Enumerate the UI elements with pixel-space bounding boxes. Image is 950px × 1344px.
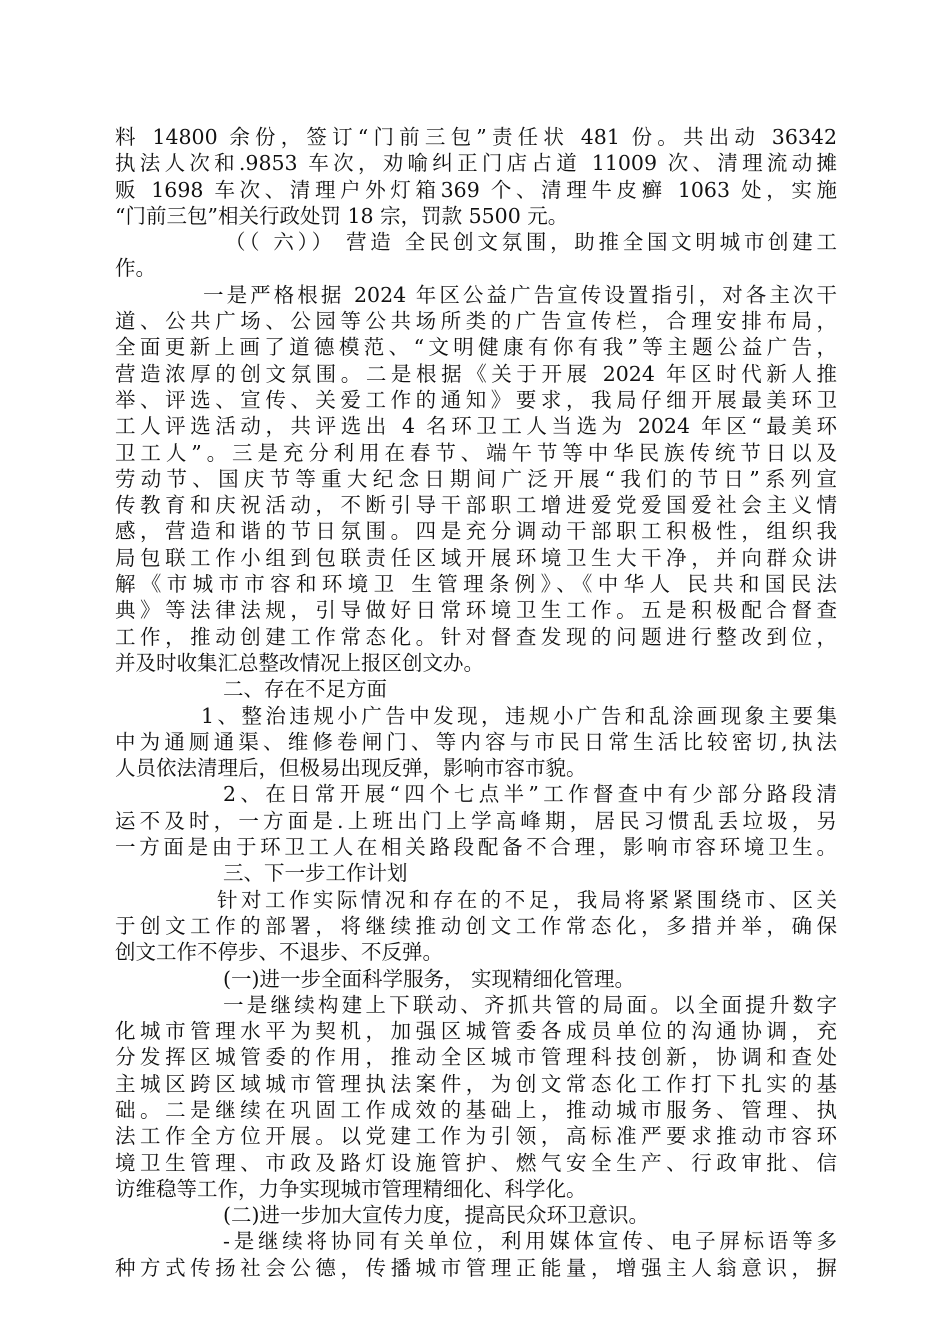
text-line: 种方式传扬社会公德，传播城市管理正能量，增强主人翁意识，摒 xyxy=(115,1255,837,1280)
text-line: 感，营造和谐的节日氛围。四是充分调动干部职工积极性，组织我 xyxy=(115,519,837,544)
text-line: 人员依法清理后，但极易出现反弹，影响市容市貌。 xyxy=(115,756,587,781)
text-line: 解《市城市市容和环境卫 生管理条例》、《中华人 民共和国民法 xyxy=(115,572,837,597)
paragraph-start: 针对工作实际情况和存在的不足，我局将紧紧围绕市、区关 xyxy=(217,887,837,912)
text-line: 贩 1698 车次、清理户外灯箱369 个、清理牛皮癣 1063 处，实施 xyxy=(115,177,837,202)
text-line: 全面更新上画了道德模范、“文明健康有你有我”等主题公益广告， xyxy=(115,335,837,360)
text-line: 营造浓厚的创文氛围。二是根据《关于开展 2024 年区时代新人推 xyxy=(115,361,837,386)
section-heading: 三、下一步工作计划 xyxy=(223,861,408,886)
text-line: 中为通厕通渠、维修卷闸门、等内容与市民日常生活比较密切,执法 xyxy=(115,729,837,754)
text-line: 运不及时，一方面是.上班出门上学高峰期，居民习惯乱丢垃圾，另 xyxy=(115,808,837,833)
paragraph-start: 一是严格根据 2024 年区公益广告宣传设置指引，对各主次干 xyxy=(203,282,837,307)
text-line: 法工作全方位开展。以党建工作为引领，高标准严要求推动市容环 xyxy=(115,1124,837,1149)
text-line: 境卫生管理、市政及路灯设施管护、燃气安全生产、行政审批、信 xyxy=(115,1150,837,1175)
paragraph-start: -是继续将协同有关单位，利用媒体宣传、电子屏标语等多 xyxy=(223,1229,837,1254)
section-heading: （（ 六）） 营造 全民创文氛围，助推全国文明城市创建工 xyxy=(225,230,837,255)
paragraph-start: 一是继续构建上下联动、齐抓共管的局面。以全面提升数字 xyxy=(223,992,837,1017)
text-line: 工作，推动创建工作常态化。针对督查发现的问题进行整改到位， xyxy=(115,624,837,649)
text-line: 础。二是继续在巩固工作成效的基础上，推动城市服务、管理、执 xyxy=(115,1097,837,1122)
text-line: 局包联工作小组到包联责任区域开展环境卫生大干净，并向群众讲 xyxy=(115,545,837,570)
text-line: 于创文工作的部署，将继续推动创文工作常态化，多措并举，确保 xyxy=(115,913,837,938)
section-heading: 二、存在不足方面 xyxy=(223,677,387,702)
text-line: 传教育和庆祝活动，不断引导干部职工增进爱党爱国爱社会主义情 xyxy=(115,493,837,518)
text-line: 分发挥区城管委的作用，推动全区城市管理科技创新，协调和查处 xyxy=(115,1045,837,1070)
text-line: 典》等法律法规，引导做好日常环境卫生工作。五是积极配合督查 xyxy=(115,598,837,623)
text-line: 举、评选、宣传、关爱工作的通知》要求，我局仔细开展最美环卫 xyxy=(115,387,837,412)
text-line: “门前三包”相关行政处罚 18 宗，罚款 5500 元。 xyxy=(115,203,569,228)
document-page xyxy=(115,124,837,1281)
text-line: 一方面是由于环卫工人在相关路段配备不合理，影响市容环境卫生。 xyxy=(115,835,837,860)
paragraph-start: 1、整治违规小广告中发现，违规小广告和乱涂画现象主要集 xyxy=(201,703,837,728)
paragraph-start: 2、在日常开展“四个七点半”工作督查中有少部分路段清 xyxy=(223,782,837,807)
text-line: 卫工人”。三是充分利用在春节、端午节等中华民族传统节日以及 xyxy=(115,440,837,465)
text-line: 作。 xyxy=(115,256,156,281)
text-line: 访维稳等工作，力争实现城市管理精细化、科学化。 xyxy=(115,1176,587,1201)
text-line: 并及时收集汇总整改情况上报区创文办。 xyxy=(115,650,484,675)
subsection-heading: (一)进一步全面科学服务， 实现精细化管理。 xyxy=(223,966,636,991)
text-line: 化城市管理水平为契机，加强区城管委各成员单位的沟通协调，充 xyxy=(115,1019,837,1044)
text-line: 执法人次和.9853 车次，劝喻纠正门店占道 11009 次、清理流动摊 xyxy=(115,151,837,176)
text-line: 料 14800 余份，签订“门前三包”责任状 481 份。共出动 36342 xyxy=(115,125,837,149)
subsection-heading: (二)进一步加大宣传力度，提高民众环卫意识。 xyxy=(223,1203,649,1228)
text-line: 主城区跨区域城市管理执法案件，为创文常态化工作打下扎实的基 xyxy=(115,1071,837,1096)
text-line: 劳动节、国庆节等重大纪念日期间广泛开展“我们的节日”系列宣 xyxy=(115,466,837,491)
text-line: 工人评选活动，共评选出 4 名环卫工人当选为 2024 年区“最美环 xyxy=(115,414,837,439)
text-line: 道、公共广场、公园等公共场所类的广告宣传栏，合理安排布局， xyxy=(115,309,837,334)
text-line: 创文工作不停步、不退步、不反弹。 xyxy=(115,940,443,965)
